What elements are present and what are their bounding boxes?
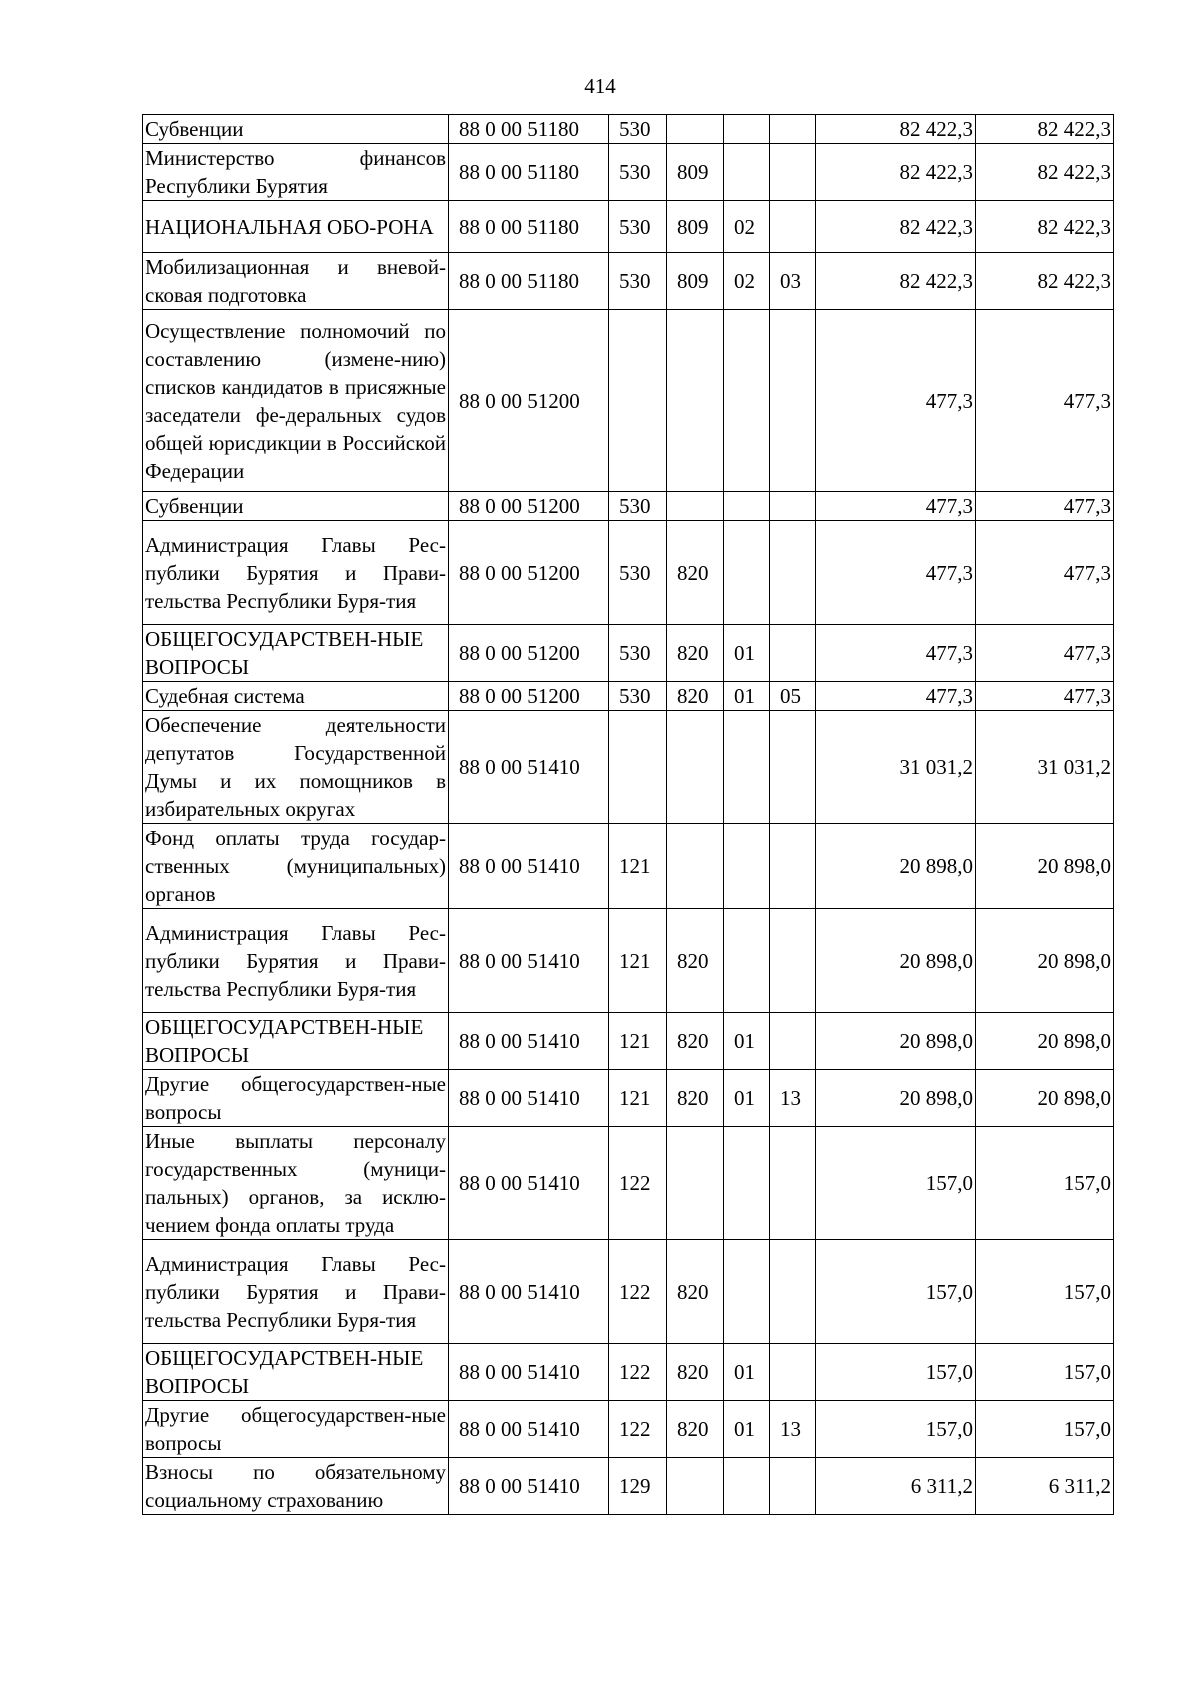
amount-year2-cell: 157,0 bbox=[976, 1240, 1114, 1344]
subsection-cell bbox=[770, 521, 816, 625]
amount-year2-cell: 20 898,0 bbox=[976, 824, 1114, 909]
target-code-cell: 88 0 00 51200 bbox=[449, 682, 609, 711]
amount-year1-cell: 157,0 bbox=[816, 1127, 976, 1240]
expense-type-cell bbox=[609, 310, 667, 492]
target-code-cell: 88 0 00 51180 bbox=[449, 144, 609, 201]
page-number: 414 bbox=[584, 74, 616, 98]
section-cell: 02 bbox=[724, 253, 770, 310]
subsection-cell bbox=[770, 144, 816, 201]
target-code-cell: 88 0 00 51180 bbox=[449, 115, 609, 144]
table-body bbox=[143, 115, 1114, 1515]
subsection-cell: 13 bbox=[770, 1070, 816, 1127]
amount-year1-cell: 82 422,3 bbox=[816, 115, 976, 144]
section-cell bbox=[724, 521, 770, 625]
amount-year2-cell: 477,3 bbox=[976, 682, 1114, 711]
section-cell bbox=[724, 1240, 770, 1344]
row-name-cell: ОБЩЕГОСУДАРСТВЕН-НЫЕ ВОПРОСЫ bbox=[143, 625, 449, 682]
row-name-cell: Иные выплаты персоналу государственных (муници-пальных) органов, за исклю-чением фонда оплаты труда bbox=[143, 1127, 449, 1240]
target-code-cell: 88 0 00 51200 bbox=[449, 625, 609, 682]
expense-type-cell: 530 bbox=[609, 201, 667, 253]
subsection-cell: 03 bbox=[770, 253, 816, 310]
amount-year2-cell: 82 422,3 bbox=[976, 115, 1114, 144]
table-row bbox=[143, 1127, 1114, 1240]
expense-type-cell: 530 bbox=[609, 492, 667, 521]
section-cell bbox=[724, 1458, 770, 1515]
target-code-cell: 88 0 00 51410 bbox=[449, 909, 609, 1013]
table-row bbox=[143, 521, 1114, 625]
ministry-code-cell: 820 bbox=[667, 1013, 724, 1070]
table-row bbox=[143, 1401, 1114, 1458]
amount-year1-cell: 157,0 bbox=[816, 1240, 976, 1344]
section-cell: 01 bbox=[724, 682, 770, 711]
target-code-cell: 88 0 00 51410 bbox=[449, 1401, 609, 1458]
expense-type-cell: 530 bbox=[609, 253, 667, 310]
target-code-cell: 88 0 00 51410 bbox=[449, 1070, 609, 1127]
expense-type-cell: 129 bbox=[609, 1458, 667, 1515]
amount-year2-cell: 157,0 bbox=[976, 1127, 1114, 1240]
subsection-cell bbox=[770, 1344, 816, 1401]
section-cell: 01 bbox=[724, 1013, 770, 1070]
table-row bbox=[143, 711, 1114, 824]
ministry-code-cell: 809 bbox=[667, 144, 724, 201]
target-code-cell: 88 0 00 51410 bbox=[449, 1240, 609, 1344]
row-name-cell: Другие общегосударствен-ные вопросы bbox=[143, 1070, 449, 1127]
row-name-cell: ОБЩЕГОСУДАРСТВЕН-НЫЕ ВОПРОСЫ bbox=[143, 1013, 449, 1070]
target-code-cell: 88 0 00 51180 bbox=[449, 253, 609, 310]
section-cell: 01 bbox=[724, 1344, 770, 1401]
expense-type-cell: 121 bbox=[609, 824, 667, 909]
table-row bbox=[143, 1240, 1114, 1344]
ministry-code-cell bbox=[667, 824, 724, 909]
subsection-cell bbox=[770, 711, 816, 824]
amount-year2-cell: 20 898,0 bbox=[976, 1013, 1114, 1070]
row-name-cell: Субвенции bbox=[143, 115, 449, 144]
subsection-cell bbox=[770, 492, 816, 521]
expense-type-cell: 122 bbox=[609, 1127, 667, 1240]
subsection-cell bbox=[770, 909, 816, 1013]
ministry-code-cell bbox=[667, 115, 724, 144]
amount-year1-cell: 82 422,3 bbox=[816, 201, 976, 253]
expense-type-cell bbox=[609, 711, 667, 824]
ministry-code-cell bbox=[667, 310, 724, 492]
subsection-cell bbox=[770, 1127, 816, 1240]
row-name-cell: Фонд оплаты труда государ-ственных (муниципальных) органов bbox=[143, 824, 449, 909]
expense-type-cell: 530 bbox=[609, 521, 667, 625]
expense-type-cell: 121 bbox=[609, 1013, 667, 1070]
section-cell: 01 bbox=[724, 1401, 770, 1458]
amount-year1-cell: 31 031,2 bbox=[816, 711, 976, 824]
expense-type-cell: 122 bbox=[609, 1240, 667, 1344]
subsection-cell bbox=[770, 625, 816, 682]
section-cell: 02 bbox=[724, 201, 770, 253]
amount-year2-cell: 477,3 bbox=[976, 521, 1114, 625]
amount-year2-cell: 82 422,3 bbox=[976, 201, 1114, 253]
target-code-cell: 88 0 00 51410 bbox=[449, 1013, 609, 1070]
amount-year2-cell: 31 031,2 bbox=[976, 711, 1114, 824]
section-cell bbox=[724, 711, 770, 824]
table-row bbox=[143, 1458, 1114, 1515]
row-name-cell: Судебная система bbox=[143, 682, 449, 711]
expense-type-cell: 121 bbox=[609, 1070, 667, 1127]
amount-year1-cell: 477,3 bbox=[816, 625, 976, 682]
amount-year2-cell: 20 898,0 bbox=[976, 1070, 1114, 1127]
amount-year1-cell: 157,0 bbox=[816, 1344, 976, 1401]
target-code-cell: 88 0 00 51200 bbox=[449, 492, 609, 521]
target-code-cell: 88 0 00 51410 bbox=[449, 711, 609, 824]
amount-year2-cell: 20 898,0 bbox=[976, 909, 1114, 1013]
ministry-code-cell: 820 bbox=[667, 909, 724, 1013]
expense-type-cell: 530 bbox=[609, 625, 667, 682]
row-name-cell: Администрация Главы Рес-публики Бурятия и Прави-тельства Республики Буря-тия bbox=[143, 909, 449, 1013]
row-name-cell: НАЦИОНАЛЬНАЯ ОБО-РОНА bbox=[143, 201, 449, 253]
amount-year2-cell: 157,0 bbox=[976, 1344, 1114, 1401]
subsection-cell bbox=[770, 310, 816, 492]
expense-type-cell: 122 bbox=[609, 1401, 667, 1458]
section-cell bbox=[724, 909, 770, 1013]
ministry-code-cell: 820 bbox=[667, 1344, 724, 1401]
row-name-cell: Взносы по обязательному социальному страхованию bbox=[143, 1458, 449, 1515]
table-row bbox=[143, 201, 1114, 253]
subsection-cell bbox=[770, 1458, 816, 1515]
row-name-cell: ОБЩЕГОСУДАРСТВЕН-НЫЕ ВОПРОСЫ bbox=[143, 1344, 449, 1401]
amount-year1-cell: 82 422,3 bbox=[816, 253, 976, 310]
amount-year2-cell: 82 422,3 bbox=[976, 144, 1114, 201]
table-row bbox=[143, 625, 1114, 682]
target-code-cell: 88 0 00 51200 bbox=[449, 310, 609, 492]
row-name-cell: Администрация Главы Рес-публики Бурятия и Прави-тельства Республики Буря-тия bbox=[143, 1240, 449, 1344]
amount-year2-cell: 477,3 bbox=[976, 492, 1114, 521]
target-code-cell: 88 0 00 51410 bbox=[449, 1344, 609, 1401]
subsection-cell bbox=[770, 115, 816, 144]
row-name-cell: Администрация Главы Рес-публики Бурятия и Прави-тельства Республики Буря-тия bbox=[143, 521, 449, 625]
amount-year1-cell: 477,3 bbox=[816, 492, 976, 521]
ministry-code-cell bbox=[667, 711, 724, 824]
section-cell bbox=[724, 824, 770, 909]
table-row bbox=[143, 310, 1114, 492]
section-cell: 01 bbox=[724, 625, 770, 682]
budget-table bbox=[142, 114, 1114, 1515]
subsection-cell bbox=[770, 824, 816, 909]
amount-year2-cell: 157,0 bbox=[976, 1401, 1114, 1458]
table-row bbox=[143, 824, 1114, 909]
amount-year2-cell: 82 422,3 bbox=[976, 253, 1114, 310]
table-row bbox=[143, 909, 1114, 1013]
ministry-code-cell: 820 bbox=[667, 521, 724, 625]
expense-type-cell: 530 bbox=[609, 115, 667, 144]
expense-type-cell: 121 bbox=[609, 909, 667, 1013]
amount-year1-cell: 82 422,3 bbox=[816, 144, 976, 201]
expense-type-cell: 530 bbox=[609, 682, 667, 711]
amount-year1-cell: 477,3 bbox=[816, 682, 976, 711]
subsection-cell bbox=[770, 1240, 816, 1344]
ministry-code-cell: 820 bbox=[667, 1240, 724, 1344]
section-cell bbox=[724, 310, 770, 492]
target-code-cell: 88 0 00 51200 bbox=[449, 521, 609, 625]
row-name-cell: Осуществление полномочий по составлению (измене-нию) списков кандидатов в присяжные заседатели фе-деральных судов общей юрисдикции в Российской Федерации bbox=[143, 310, 449, 492]
row-name-cell: Обеспечение деятельности депутатов Государственной Думы и их помощников в избирательных округах bbox=[143, 711, 449, 824]
target-code-cell: 88 0 00 51180 bbox=[449, 201, 609, 253]
subsection-cell: 13 bbox=[770, 1401, 816, 1458]
table-row bbox=[143, 682, 1114, 711]
subsection-cell: 05 bbox=[770, 682, 816, 711]
table-row bbox=[143, 115, 1114, 144]
target-code-cell: 88 0 00 51410 bbox=[449, 1127, 609, 1240]
ministry-code-cell: 820 bbox=[667, 1070, 724, 1127]
amount-year2-cell: 477,3 bbox=[976, 625, 1114, 682]
amount-year1-cell: 20 898,0 bbox=[816, 1013, 976, 1070]
ministry-code-cell: 820 bbox=[667, 682, 724, 711]
amount-year1-cell: 477,3 bbox=[816, 310, 976, 492]
ministry-code-cell bbox=[667, 1127, 724, 1240]
expense-type-cell: 530 bbox=[609, 144, 667, 201]
ministry-code-cell: 820 bbox=[667, 1401, 724, 1458]
target-code-cell: 88 0 00 51410 bbox=[449, 824, 609, 909]
section-cell: 01 bbox=[724, 1070, 770, 1127]
amount-year1-cell: 157,0 bbox=[816, 1401, 976, 1458]
row-name-cell: Субвенции bbox=[143, 492, 449, 521]
target-code-cell: 88 0 00 51410 bbox=[449, 1458, 609, 1515]
amount-year2-cell: 477,3 bbox=[976, 310, 1114, 492]
ministry-code-cell: 809 bbox=[667, 201, 724, 253]
ministry-code-cell: 809 bbox=[667, 253, 724, 310]
table-row bbox=[143, 1013, 1114, 1070]
table-row bbox=[143, 1070, 1114, 1127]
row-name-cell: Мобилизационная и вневой-сковая подготовка bbox=[143, 253, 449, 310]
subsection-cell bbox=[770, 1013, 816, 1070]
amount-year1-cell: 477,3 bbox=[816, 521, 976, 625]
table-row bbox=[143, 144, 1114, 201]
section-cell bbox=[724, 1127, 770, 1240]
expense-type-cell: 122 bbox=[609, 1344, 667, 1401]
amount-year1-cell: 20 898,0 bbox=[816, 909, 976, 1013]
subsection-cell bbox=[770, 201, 816, 253]
ministry-code-cell bbox=[667, 492, 724, 521]
amount-year2-cell: 6 311,2 bbox=[976, 1458, 1114, 1515]
section-cell bbox=[724, 492, 770, 521]
row-name-cell: Другие общегосударствен-ные вопросы bbox=[143, 1401, 449, 1458]
amount-year1-cell: 20 898,0 bbox=[816, 1070, 976, 1127]
row-name-cell: Министерство финансов Республики Бурятия bbox=[143, 144, 449, 201]
amount-year1-cell: 20 898,0 bbox=[816, 824, 976, 909]
section-cell bbox=[724, 144, 770, 201]
ministry-code-cell: 820 bbox=[667, 625, 724, 682]
section-cell bbox=[724, 115, 770, 144]
table-row bbox=[143, 1344, 1114, 1401]
table-row bbox=[143, 253, 1114, 310]
amount-year1-cell: 6 311,2 bbox=[816, 1458, 976, 1515]
table-row bbox=[143, 492, 1114, 521]
ministry-code-cell bbox=[667, 1458, 724, 1515]
